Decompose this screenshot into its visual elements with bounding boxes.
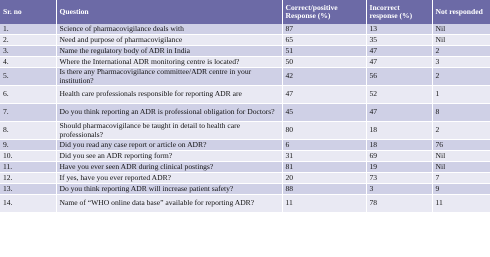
not-responded-cell: 76 bbox=[432, 140, 490, 151]
incorrect-cell: 18 bbox=[366, 140, 432, 151]
question-cell: Name the regulatory body of ADR in India bbox=[56, 46, 282, 57]
header-correct-response: Correct/positive Response (%) bbox=[282, 0, 366, 24]
question-cell: Should pharmacovigilance be taught in detail to health care professionals? bbox=[56, 122, 282, 140]
not-responded-cell: 1 bbox=[432, 86, 490, 104]
not-responded-cell: 8 bbox=[432, 104, 490, 122]
table-row bbox=[0, 140, 490, 151]
not-responded-cell: 2 bbox=[432, 122, 490, 140]
header-not-responded: Not responded bbox=[432, 0, 490, 24]
question-cell: Need and purpose of pharmacovigilance bbox=[56, 35, 282, 46]
correct-cell: 20 bbox=[282, 173, 366, 184]
sr-cell: 4. bbox=[0, 57, 56, 68]
sr-cell: 5. bbox=[0, 68, 56, 86]
correct-cell: 51 bbox=[282, 46, 366, 57]
incorrect-cell: 73 bbox=[366, 173, 432, 184]
sr-cell: 9. bbox=[0, 140, 56, 151]
incorrect-cell: 47 bbox=[366, 46, 432, 57]
not-responded-cell: Nil bbox=[432, 24, 490, 35]
incorrect-cell: 52 bbox=[366, 86, 432, 104]
sr-cell: 13. bbox=[0, 184, 56, 195]
correct-cell: 6 bbox=[282, 140, 366, 151]
sr-cell: 1. bbox=[0, 24, 56, 35]
correct-cell: 45 bbox=[282, 104, 366, 122]
sr-cell: 6. bbox=[0, 86, 56, 104]
incorrect-cell: 3 bbox=[366, 184, 432, 195]
question-cell: Do you think reporting an ADR is professional obligation for Doctors? bbox=[56, 104, 282, 122]
not-responded-cell: Nil bbox=[432, 35, 490, 46]
sr-cell: 11. bbox=[0, 162, 56, 173]
not-responded-cell: Nil bbox=[432, 162, 490, 173]
table-row bbox=[0, 86, 490, 104]
question-cell: Where the International ADR monitoring centre is located? bbox=[56, 57, 282, 68]
correct-cell: 81 bbox=[282, 162, 366, 173]
not-responded-cell: 2 bbox=[432, 46, 490, 57]
sr-cell: 8. bbox=[0, 122, 56, 140]
incorrect-cell: 47 bbox=[366, 57, 432, 68]
not-responded-cell: 3 bbox=[432, 57, 490, 68]
table-row bbox=[0, 104, 490, 122]
correct-cell: 42 bbox=[282, 68, 366, 86]
not-responded-cell: Nil bbox=[432, 151, 490, 162]
question-cell: Do you think reporting ADR will increase patient safety? bbox=[56, 184, 282, 195]
table-row bbox=[0, 184, 490, 195]
correct-cell: 31 bbox=[282, 151, 366, 162]
question-cell: Did you read any case report or article on ADR? bbox=[56, 140, 282, 151]
correct-cell: 87 bbox=[282, 24, 366, 35]
sr-cell: 12. bbox=[0, 173, 56, 184]
table-row bbox=[0, 24, 490, 35]
correct-cell: 88 bbox=[282, 184, 366, 195]
not-responded-cell: 2 bbox=[432, 68, 490, 86]
sr-cell: 2. bbox=[0, 35, 56, 46]
sr-cell: 10. bbox=[0, 151, 56, 162]
header-sr-no: Sr. no bbox=[0, 0, 56, 24]
question-cell: Is there any Pharmacovigilance committee/ADR centre in your institution? bbox=[56, 68, 282, 86]
not-responded-cell: 9 bbox=[432, 184, 490, 195]
table-header-row bbox=[0, 0, 490, 24]
header-incorrect-response: Incorrect response (%) bbox=[366, 0, 432, 24]
correct-cell: 50 bbox=[282, 57, 366, 68]
incorrect-cell: 69 bbox=[366, 151, 432, 162]
not-responded-cell: 11 bbox=[432, 195, 490, 213]
table-row bbox=[0, 173, 490, 184]
question-cell: Have you ever seen ADR during clinical postings? bbox=[56, 162, 282, 173]
table-row bbox=[0, 46, 490, 57]
correct-cell: 80 bbox=[282, 122, 366, 140]
correct-cell: 47 bbox=[282, 86, 366, 104]
question-cell: If yes, have you ever reported ADR? bbox=[56, 173, 282, 184]
table-row bbox=[0, 68, 490, 86]
table-row bbox=[0, 195, 490, 213]
table-row bbox=[0, 35, 490, 46]
table-row bbox=[0, 122, 490, 140]
sr-cell: 14. bbox=[0, 195, 56, 213]
table-row bbox=[0, 151, 490, 162]
incorrect-cell: 35 bbox=[366, 35, 432, 46]
question-cell: Did you see an ADR reporting form? bbox=[56, 151, 282, 162]
incorrect-cell: 47 bbox=[366, 104, 432, 122]
sr-cell: 7. bbox=[0, 104, 56, 122]
correct-cell: 11 bbox=[282, 195, 366, 213]
incorrect-cell: 19 bbox=[366, 162, 432, 173]
incorrect-cell: 78 bbox=[366, 195, 432, 213]
table-row bbox=[0, 162, 490, 173]
table-row bbox=[0, 57, 490, 68]
sr-cell: 3. bbox=[0, 46, 56, 57]
correct-cell: 65 bbox=[282, 35, 366, 46]
not-responded-cell: 7 bbox=[432, 173, 490, 184]
question-cell: Name of “WHO online data base” available for reporting ADR? bbox=[56, 195, 282, 213]
incorrect-cell: 13 bbox=[366, 24, 432, 35]
incorrect-cell: 56 bbox=[366, 68, 432, 86]
header-question: Question bbox=[56, 0, 282, 24]
question-cell: Science of pharmacovigilance deals with bbox=[56, 24, 282, 35]
question-cell: Health care professionals responsible for reporting ADR are bbox=[56, 86, 282, 104]
incorrect-cell: 18 bbox=[366, 122, 432, 140]
